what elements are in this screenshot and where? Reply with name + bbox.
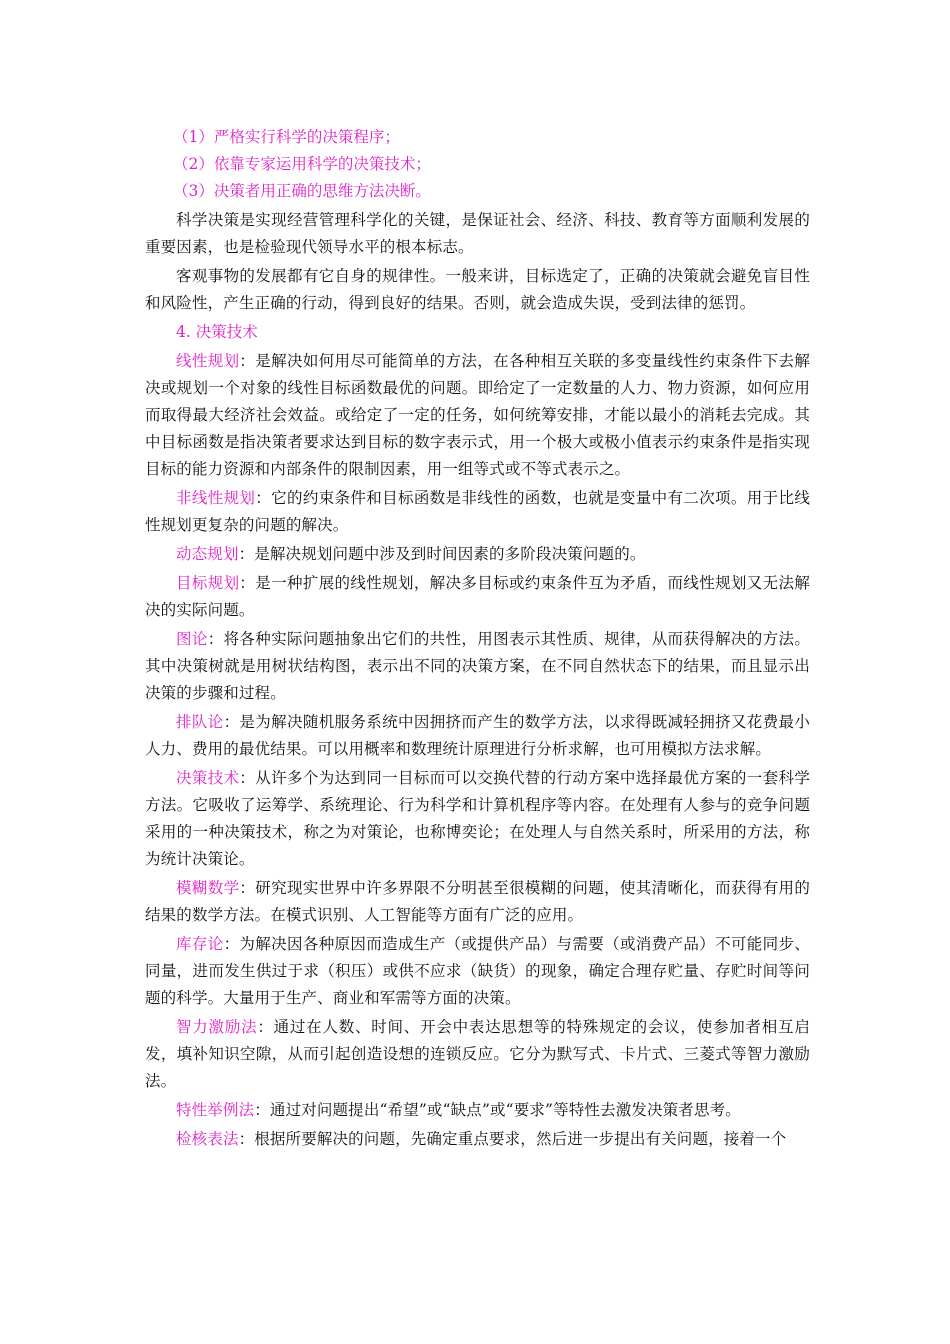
- list-item-expert-technique: （2）依靠专家运用科学的决策技术；: [173, 155, 431, 173]
- term-label: 检核表法: [176, 1130, 239, 1148]
- term-description: ：是解决规划问题中涉及到时间因素的多阶段决策问题的。: [238, 545, 646, 563]
- term-label: 特性举例法: [176, 1101, 255, 1119]
- paragraph-objective-law: 客观事物的发展都有它自身的规律性。一般来讲，目标选定了，正确的决策就会避免盲目性和风险性，产生正确的行动，得到良好的结果。否则，就会造成失误，受到法律的惩罚。: [145, 267, 810, 312]
- term-description: ：研究现实世界中许多界限不分明甚至很模糊的问题，使其清晰化，而获得有用的结果的数学方法。在模式识别、人工智能等方面有广泛的应用。: [145, 879, 810, 924]
- technique-dynamic-programming: [145, 541, 810, 568]
- technique-nonlinear-programming: [145, 485, 810, 539]
- term-label: 线性规划: [176, 352, 240, 370]
- list-item-thinking-method: （3）决策者用正确的思维方法决断。: [173, 182, 431, 200]
- list-item-procedure: （1）严格实行科学的决策程序；: [173, 128, 400, 146]
- term-label: 动态规划: [176, 545, 239, 563]
- term-description: ：根据所要解决的问题，先确定重点要求，然后进一步提出有关问题，接着一个: [238, 1130, 787, 1148]
- term-label: 非线性规划: [176, 489, 256, 507]
- technique-decision-technique: [145, 765, 810, 873]
- term-description: ：从许多个为达到同一目标而可以交换代替的行动方案中选择最优方案的一套科学方法。它吸收了运筹学、系统理论、行为科学和计算机程序等内容。在处理有人参与的竞争问题采用的一种决策技术，称之为对策论，也称博奕论；在处理人与自然关系时，所采用的方法，称为统计决策论。: [145, 769, 810, 868]
- term-description: ：是解决如何用尽可能简单的方法，在各种相互关联的多变量线性约束条件下去解决或规划一个对象的线性目标函数最优的问题。即给定了一定数量的人力、物力资源，如何应用而取得最大经济社会效益。或给定了一定的任务，如何统筹安排，才能以最小的消耗去完成。其中目标函数是指决策者要求达到目标的数字表示式，用一个极大或极小值表示约束条件是指实现目标的能力资源和内部条件的限制因素，用一组等式或不等式表示之。: [145, 352, 810, 478]
- term-label: 模糊数学: [176, 879, 240, 897]
- term-description: ：将各种实际问题抽象出它们的共性，用图表示其性质、规律，从而获得解决的方法。其中决策树就是用树状结构图，表示出不同的决策方案，在不同自然状态下的结果，而且显示出决策的步骤和过程。: [145, 630, 810, 702]
- term-description: ：为解决因各种原因而造成生产（或提供产品）与需要（或消费产品）不可能同步、同量，进而发生供过于求（积压）或供不应求（缺货）的现象，确定合理存贮量、存贮时间等问题的科学。大量用于生产、商业和军需等方面的决策。: [145, 935, 811, 1007]
- technique-inventory-theory: [145, 931, 810, 1012]
- term-description: ：是为解决随机服务系统中因拥挤而产生的数学方法，以求得既减轻拥挤又花费最小人力、费用的最优结果。可以用概率和数理统计原理进行分析求解，也可用模拟方法求解。: [145, 713, 811, 758]
- document-page: [145, 124, 810, 1153]
- technique-brainstorming: [145, 1014, 810, 1095]
- term-label: 决策技术: [176, 769, 240, 787]
- term-description: ：通过对问题提出“希望”或“缺点”或“要求”等特性去激发决策者思考。: [254, 1101, 741, 1119]
- technique-linear-programming: [145, 348, 810, 483]
- technique-goal-programming: [145, 570, 810, 624]
- term-description: ：通过在人数、时间、开会中表达思想等的特殊规定的会议，使参加者相互启发，填补知识空隙，从而引起创造设想的连锁反应。它分为默写式、卡片式、三菱式等智力激励法。: [145, 1018, 810, 1090]
- section-heading-decision-techniques: 4. 决策技术: [176, 323, 258, 341]
- technique-attribute-listing: [145, 1097, 810, 1124]
- paragraph-scientific-decision: 科学决策是实现经营管理科学化的关键，是保证社会、经济、科技、教育等方面顺利发展的重要因素，也是检验现代领导水平的根本标志。: [145, 211, 810, 256]
- term-label: 图论: [176, 630, 208, 648]
- term-description: ：它的约束条件和目标函数是非线性的函数，也就是变量中有二次项。用于比线性规划更复杂的问题的解决。: [145, 489, 810, 534]
- term-label: 目标规划: [176, 574, 240, 592]
- technique-fuzzy-math: [145, 875, 810, 929]
- technique-queueing-theory: [145, 709, 810, 763]
- term-description: ：是一种扩展的线性规划，解决多目标或约束条件互为矛盾，而线性规划又无法解决的实际问题。: [145, 574, 810, 619]
- term-label: 库存论: [176, 935, 224, 953]
- technique-graph-theory: [145, 626, 810, 707]
- term-label: 智力激励法: [176, 1018, 258, 1036]
- technique-checklist: [145, 1126, 810, 1153]
- term-label: 排队论: [176, 713, 224, 731]
